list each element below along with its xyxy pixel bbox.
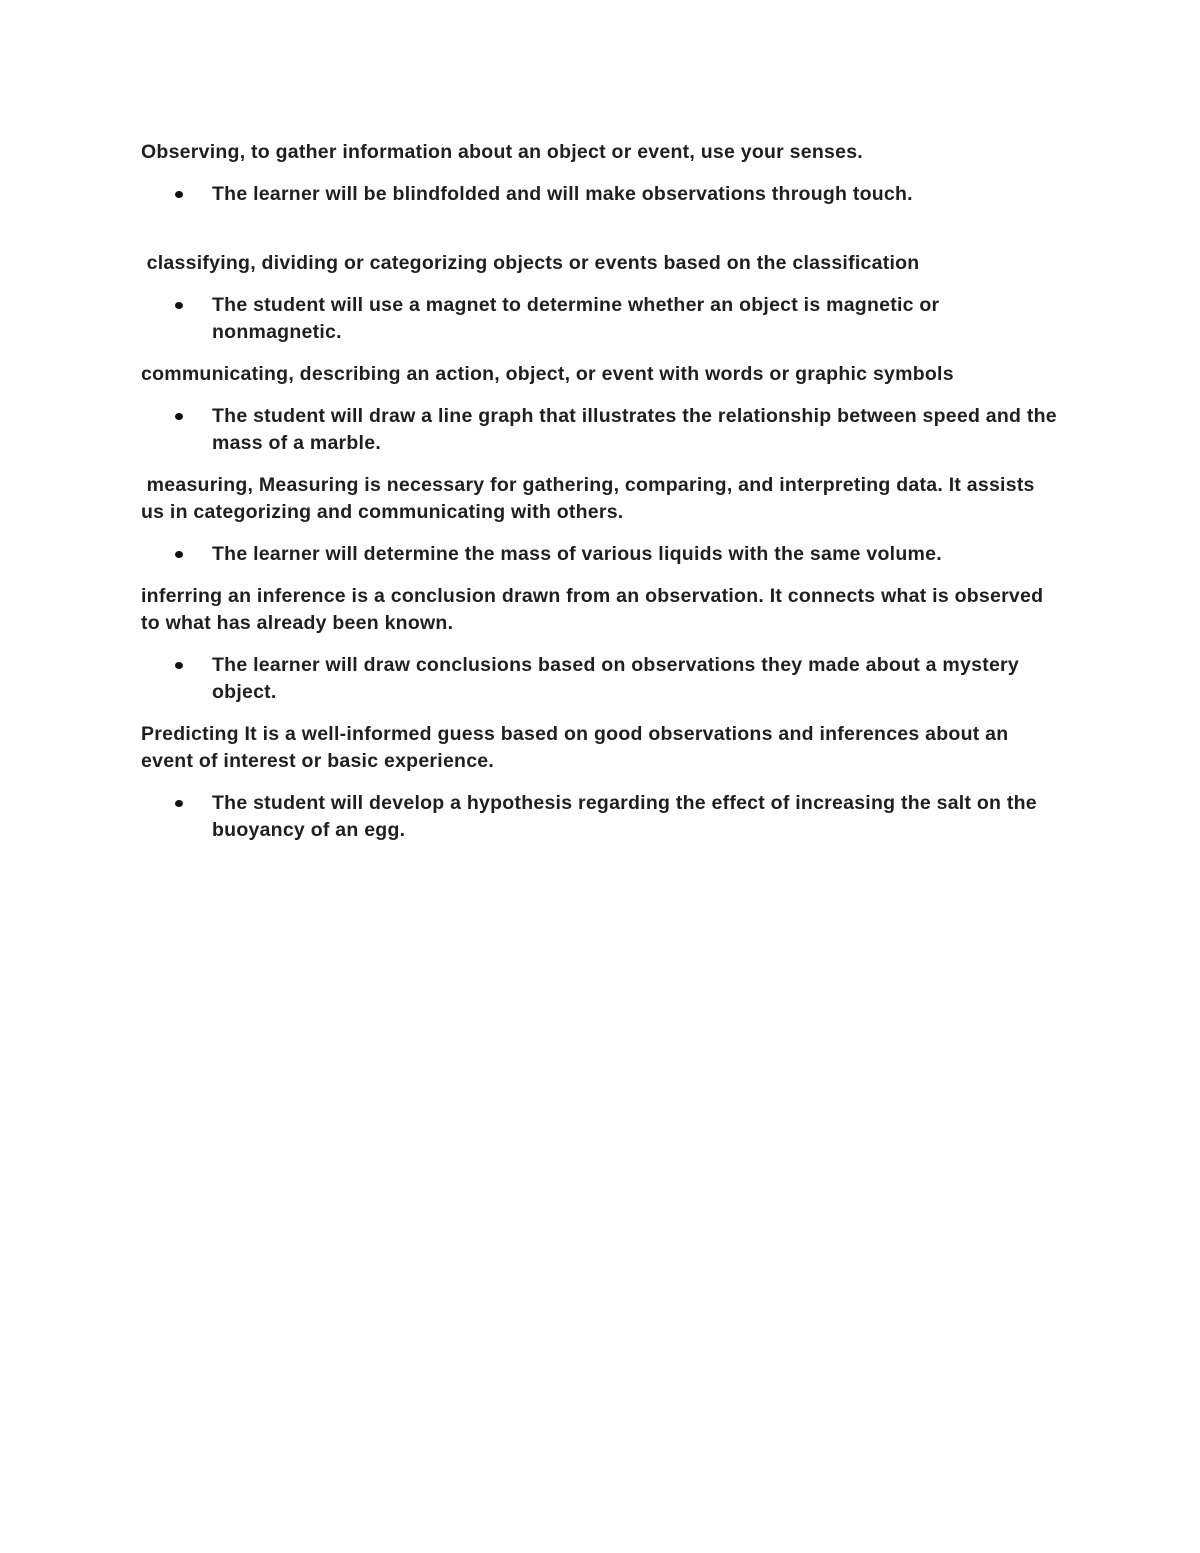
bullet-icon (175, 191, 183, 198)
section-observing (141, 139, 1061, 250)
bullet-list (141, 292, 1061, 346)
bullet-text: The student will draw a line graph that illustrates the relationship between speed and the mass of a marble. (212, 405, 1057, 454)
bullet-list (141, 652, 1061, 706)
bullet-list (141, 541, 1061, 568)
section-heading: classifying, dividing or categorizing objects or events based on the classification (141, 252, 920, 274)
section-measuring (141, 472, 1061, 568)
bullet-text: The student will develop a hypothesis regarding the effect of increasing the salt on the buoyancy of an egg. (212, 792, 1037, 841)
list-item (141, 403, 1061, 457)
bullet-icon (175, 800, 183, 807)
section-heading: inferring an inference is a conclusion drawn from an observation. It connects what is observed to what has already been known. (141, 585, 1049, 634)
section-heading: communicating, describing an action, object, or event with words or graphic symbols (141, 363, 954, 385)
bullet-text: The learner will determine the mass of various liquids with the same volume. (212, 543, 942, 565)
document-body (141, 139, 1061, 859)
list-item (141, 541, 1061, 568)
bullet-list (141, 403, 1061, 457)
blank-line (141, 223, 1061, 250)
list-item (141, 790, 1061, 844)
bullet-text: The learner will be blindfolded and will make observations through touch. (212, 183, 913, 205)
bullet-text: The learner will draw conclusions based on observations they made about a mystery object. (212, 654, 1019, 703)
bullet-icon (175, 662, 183, 669)
section-communicating (141, 361, 1061, 457)
bullet-icon (175, 551, 183, 558)
list-item (141, 292, 1061, 346)
bullet-icon (175, 302, 183, 309)
section-classifying (141, 250, 1061, 346)
list-item (141, 181, 1061, 208)
section-heading: Predicting It is a well-informed guess based on good observations and inferences about an event of interest or basic experience. (141, 723, 1015, 772)
section-inferring (141, 583, 1061, 706)
section-heading: measuring, Measuring is necessary for gathering, comparing, and interpreting data. It assists us in categorizing and communicating with others. (141, 474, 1041, 523)
bullet-text: The student will use a magnet to determine whether an object is magnetic or nonmagnetic. (212, 294, 940, 343)
bullet-list (141, 790, 1061, 844)
bullet-icon (175, 413, 183, 420)
bullet-list (141, 181, 1061, 208)
section-predicting (141, 721, 1061, 844)
section-heading: Observing, to gather information about an object or event, use your senses. (141, 141, 863, 163)
list-item (141, 652, 1061, 706)
